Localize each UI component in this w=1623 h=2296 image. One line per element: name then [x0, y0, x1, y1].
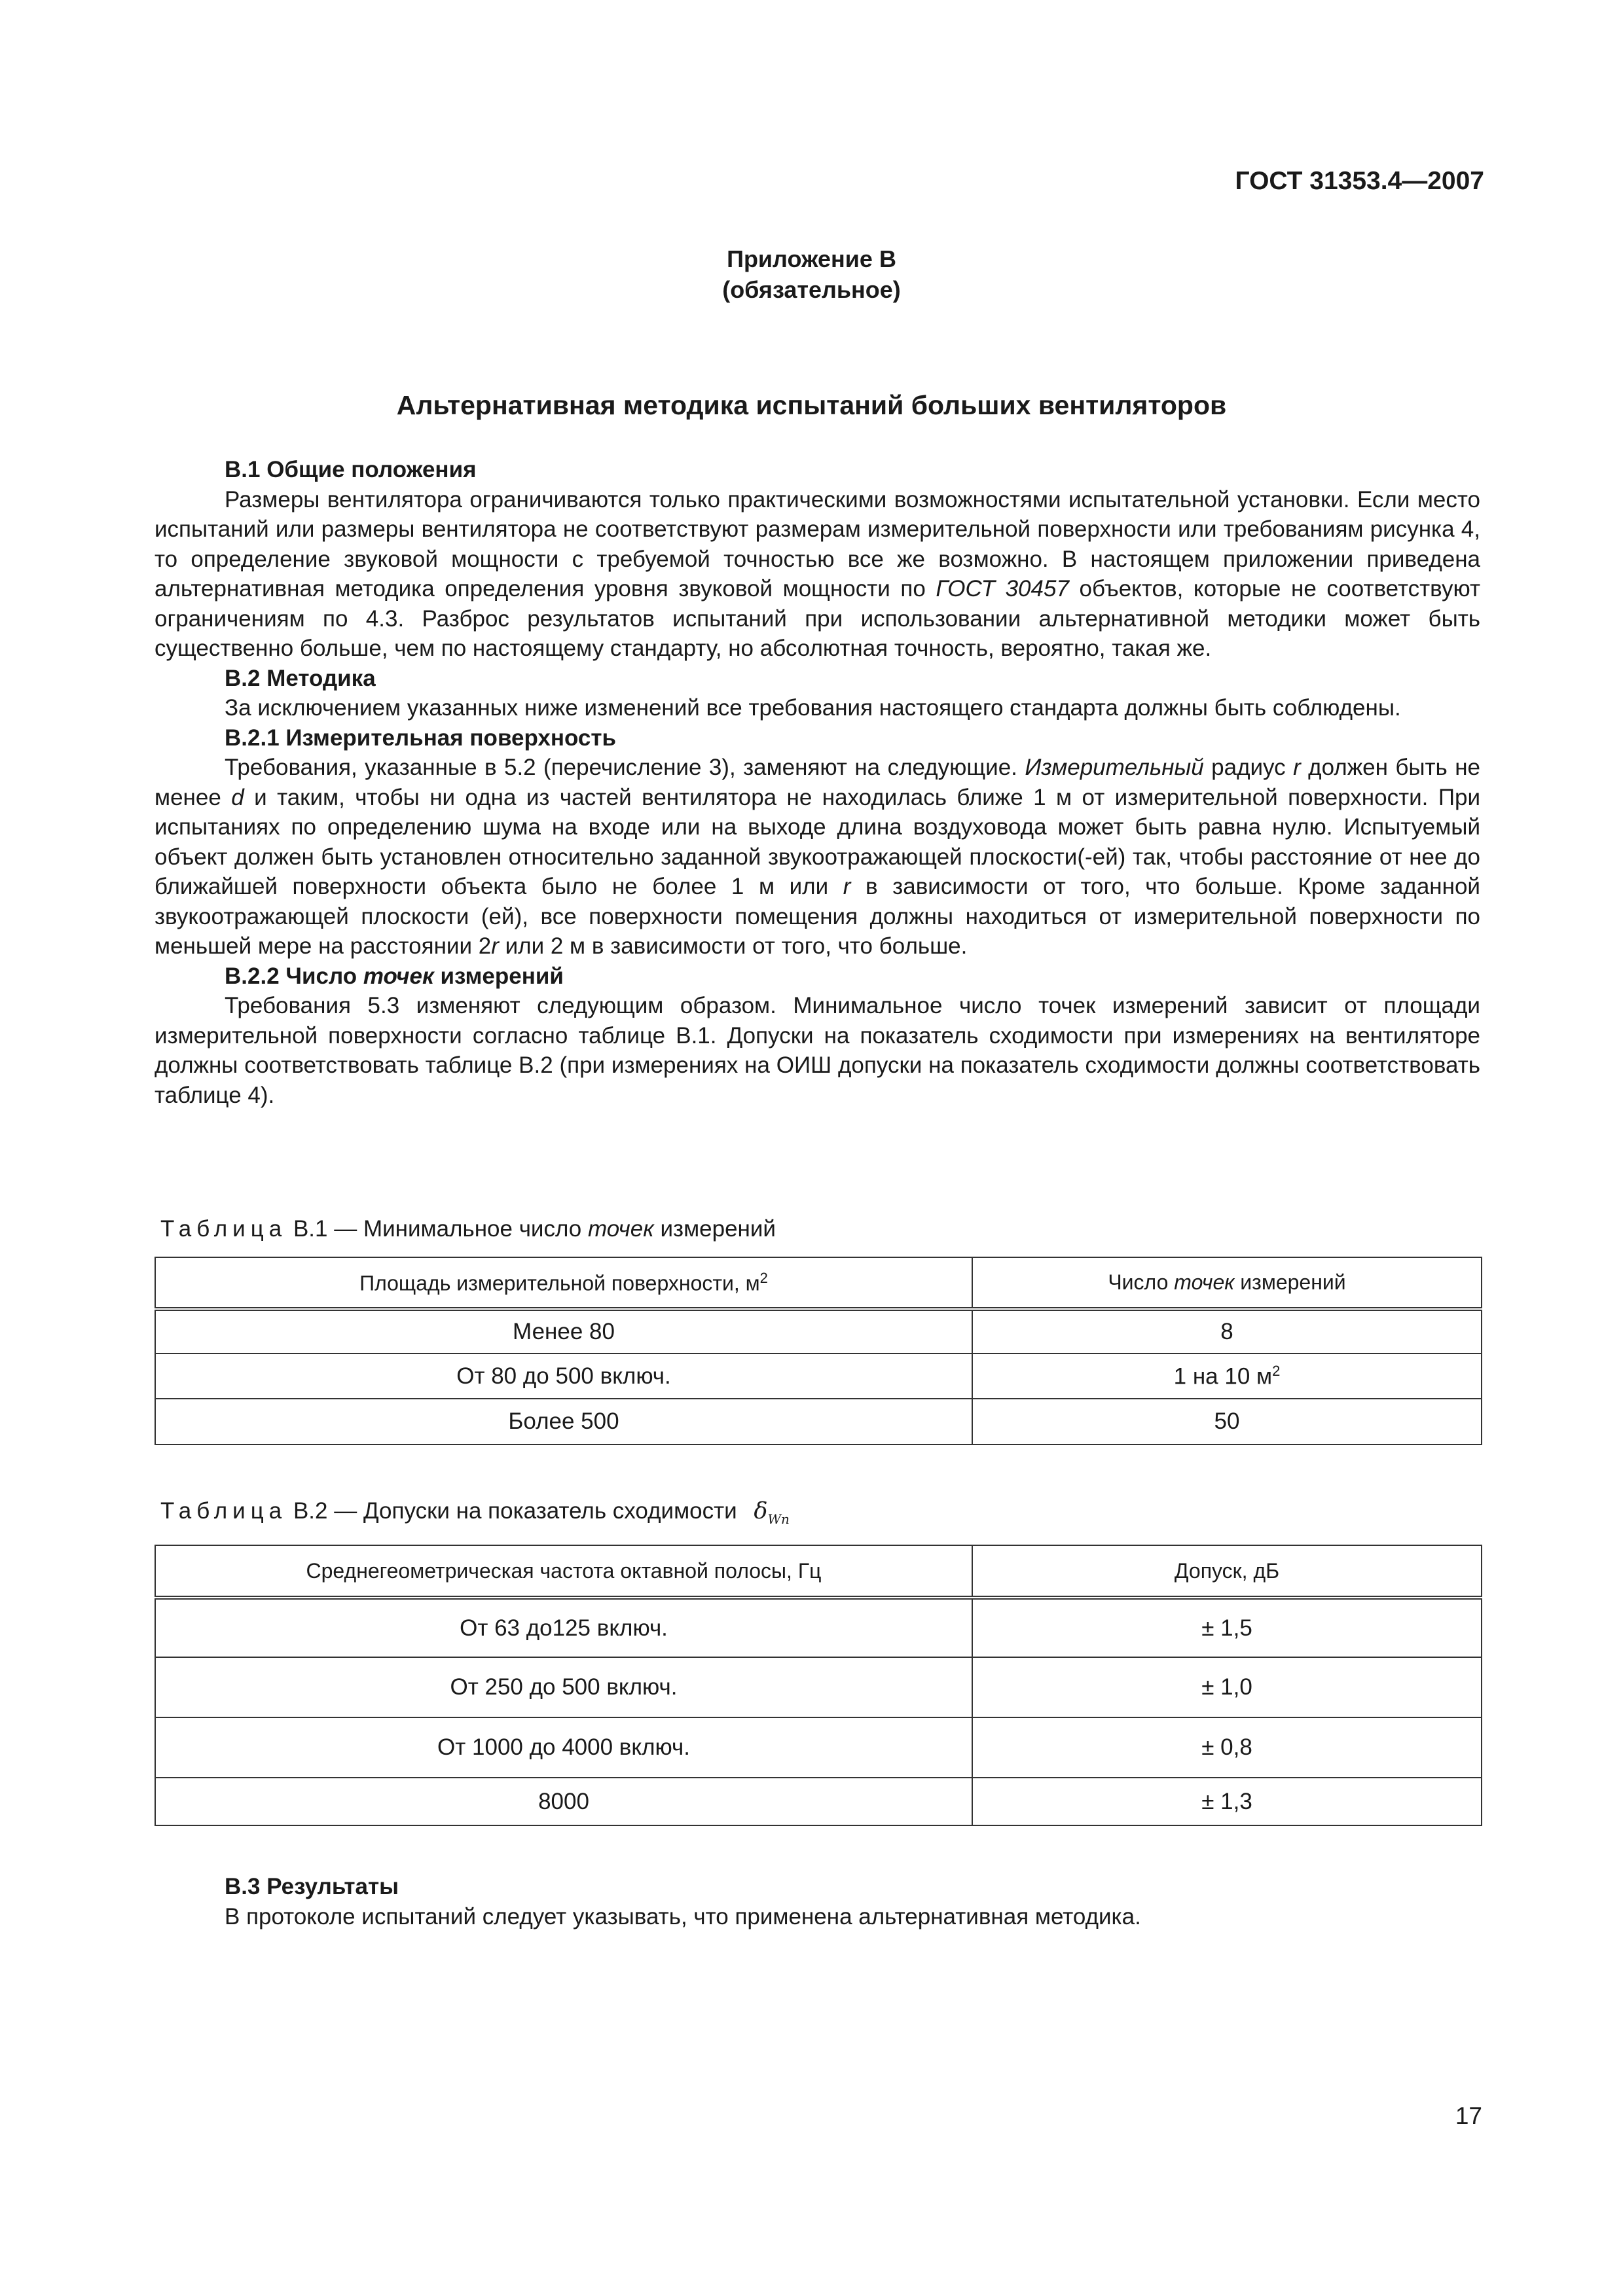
caption-part: измерений — [653, 1216, 776, 1242]
section-heading-b21: В.2.1 Измерительная поверхность — [225, 725, 617, 751]
caption-symbol — [754, 1498, 790, 1527]
variable-r: r — [843, 874, 851, 899]
table-cell-points: 50 — [972, 1399, 1482, 1444]
paragraph-b21-part: должен быть не менее — [155, 755, 1481, 810]
header-superscript: 2 — [759, 1269, 768, 1286]
table-cell-area: От 80 до 500 включ. — [155, 1354, 972, 1399]
table-row — [155, 1399, 1482, 1444]
caption-word: Таблица — [160, 1216, 287, 1242]
header-italic: точек — [1174, 1270, 1235, 1294]
caption-part: В.2 — Допуски на показатель сходимости — [287, 1498, 744, 1524]
table-cell-points — [972, 1354, 1482, 1399]
paragraph-b21-part: Требования, указанные в 5.2 (перечисление 3), заменяют на следующие. — [225, 755, 1025, 780]
table-b1-caption — [160, 1216, 776, 1242]
table-b1-col2-header — [972, 1257, 1482, 1309]
table-cell-tolerance: ± 1,3 — [972, 1778, 1482, 1825]
paragraph-b3: В протоколе испытаний следует указывать, что применена альтернативная методика. — [225, 1903, 1141, 1929]
heading-part: измерений — [433, 963, 564, 989]
paragraph-b21-part: или 2 м в зависимости от того, что больше. — [498, 933, 968, 959]
cell-text: 1 на 10 м — [1173, 1363, 1273, 1390]
table-b1-col1-header — [155, 1257, 972, 1309]
body-text — [155, 455, 1480, 1110]
table-cell-area: Более 500 — [155, 1399, 972, 1444]
symbol-subscript: Wn — [767, 1511, 790, 1527]
table-b2-col2-header: Допуск, дБ — [972, 1545, 1482, 1598]
table-header-row — [155, 1257, 1482, 1309]
cell-superscript: 2 — [1272, 1362, 1281, 1379]
variable-r: r — [491, 933, 499, 959]
table-row — [155, 1309, 1482, 1354]
paragraph-b21-part: радиус — [1203, 755, 1294, 780]
table-cell-points: 8 — [972, 1309, 1482, 1354]
variable-d: d — [231, 784, 244, 810]
annex-label: Приложение В — [727, 245, 896, 272]
table-row — [155, 1598, 1482, 1657]
header-text: Площадь измерительной поверхности, м — [359, 1271, 760, 1295]
table-cell-tolerance: ± 1,5 — [972, 1598, 1482, 1657]
table-b1 — [155, 1257, 1482, 1445]
table-row — [155, 1717, 1482, 1778]
paragraph-b1-part: объектов, которые не соответствуют ограничениям по 4.3. Разброс результатов испытаний при использовании альтернативной методики может быть существенно больше, чем по настоящему стандарту, но абсолютная точность, вероятно, такая же. — [155, 576, 1480, 661]
paragraph-b21-italic: Измерительный — [1025, 755, 1204, 780]
table-b2-col1-header: Среднегеометрическая частота октавной полосы, Гц — [155, 1545, 972, 1598]
table-cell-tolerance: ± 1,0 — [972, 1657, 1482, 1717]
caption-italic: точек — [588, 1216, 654, 1242]
table-row — [155, 1778, 1482, 1825]
table-cell-frequency: От 250 до 500 включ. — [155, 1657, 972, 1717]
page-number: 17 — [1455, 2102, 1482, 2129]
table-header-row — [155, 1545, 1482, 1598]
symbol-delta: δ — [754, 1498, 768, 1524]
variable-r: r — [1293, 755, 1301, 780]
paragraph-b1-part: Размеры вентилятора ограничиваются только практическими возможностями испытательной установки. Если место испытаний или размеры вентилятора не соответствуют размерам измерительной поверхности или требованиям рисунка 4, то определение звуковой мощности с требуемой точностью все же возможно. В настоящем приложении приведена альтернативная методика определения уровня звуковой мощности по — [155, 486, 1480, 601]
table-cell-frequency: От 63 до125 включ. — [155, 1598, 972, 1657]
paragraph-b21-part: в зависимости от того, что больше. Кроме заданной звукоотражающей плоскости (ей), все поверхности помещения должны находиться от измерительной поверхности по меньшей мере на расстоянии 2 — [155, 874, 1480, 959]
table-row — [155, 1354, 1482, 1399]
caption-part: В.1 — Минимальное число — [287, 1216, 588, 1242]
paragraph-b22: Требования 5.3 изменяют следующим образом. Минимальное число точек измерений зависит от площади измерительной поверхности согласно таблице В.1. Допуски на показатель сходимости при измерениях на вентиляторе должны соответствовать таблице В.2 (при измерениях на ОИШ допуски на показатель сходимости должны соответствовать таблице 4). — [155, 993, 1480, 1108]
paragraph-b21-part: и таким, чтобы ни одна из частей вентилятора не находилась ближе 1 м от измерительной поверхности. При испытаниях по определению шума на входе или на выходе длина воздуховода может быть равна нулю. Испытуемый объект должен быть установлен относительно заданной звукоотражающей плоскости(-ей) так, чтобы расстояние от нее до ближайшей поверхности объекта было не более 1 м или — [155, 784, 1480, 899]
reference-gost-30457: ГОСТ 30457 — [936, 576, 1069, 601]
annex-header — [0, 243, 1623, 305]
section-heading-b3: В.3 Результаты — [225, 1874, 399, 1899]
header-text: Число — [1108, 1270, 1175, 1294]
annex-title: Альтернативная методика испытаний больших вентиляторов — [396, 390, 1227, 420]
caption-word: Таблица — [160, 1498, 287, 1524]
section-heading-b2: В.2 Методика — [225, 665, 376, 691]
heading-part: В.2.2 Число — [225, 963, 363, 989]
document-code: ГОСТ 31353.4—2007 — [1235, 167, 1484, 195]
heading-italic: точек — [363, 963, 434, 989]
table-b2-caption — [160, 1498, 790, 1527]
section-heading-b1: В.1 Общие положения — [225, 457, 477, 482]
section-b3 — [155, 1872, 1480, 1931]
table-cell-frequency: От 1000 до 4000 включ. — [155, 1717, 972, 1778]
section-heading-b22 — [155, 961, 1480, 992]
table-b2 — [155, 1545, 1482, 1826]
header-text: измерений — [1234, 1270, 1346, 1294]
table-cell-tolerance: ± 0,8 — [972, 1717, 1482, 1778]
table-cell-area: Менее 80 — [155, 1309, 972, 1354]
table-row — [155, 1657, 1482, 1717]
paragraph-b2: За исключением указанных ниже изменений все требования настоящего стандарта должны быть соблюдены. — [225, 695, 1401, 721]
annex-status: (обязательное) — [722, 276, 901, 303]
paragraph-b1 — [155, 485, 1480, 664]
table-cell-frequency: 8000 — [155, 1778, 972, 1825]
paragraph-b21 — [155, 753, 1480, 961]
